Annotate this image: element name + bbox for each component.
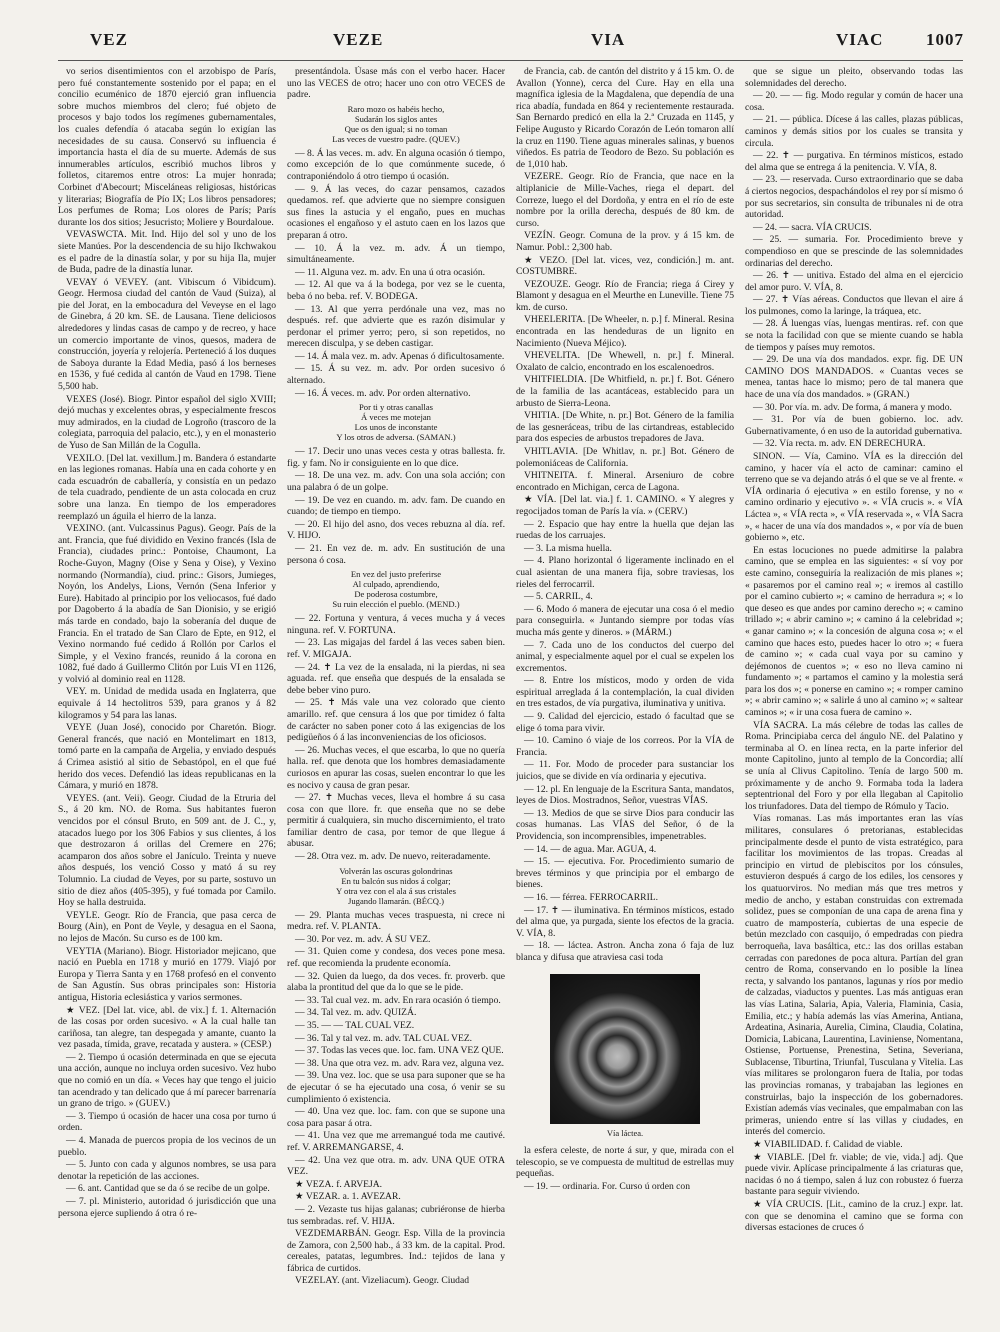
entry-paragraph: ★ VEZA. f. ARVEJA. — [295, 1178, 383, 1190]
entry-paragraph: — 9. Á las veces, do cazar pensamos, cazados quedamos. ref. que advierte que no siempre consiguen sus fines la astucia y el engaño, pues en muchas ocasiones el engañoso y el astuto caen en los lazos que preparan á otro. — [287, 183, 505, 241]
entry-paragraph: — 4. Plano horizontal ó ligeramente inclinado en el cual asientan de una manera fija, sobre traviesas, los rieles del ferrocarril. — [516, 555, 734, 590]
entry-paragraph: — 7. Cada uno de los conductos del cuerpo del animal, y especialmente aquel por el cual se expelen los excrementos. — [516, 639, 734, 674]
entry-paragraph: — 12. Al que va á la bodega, por vez se le cuenta, beba ó no beba. ref. V. BODEGA. — [287, 279, 505, 302]
entry-paragraph: VHEVELITA. [De Whewell, n. pr.] f. Mineral. Oxalato de calcio, encontrado en los escalenoedros. — [516, 350, 734, 373]
entry-paragraph: — 14. Á mala vez. m. adv. Apenas ó dificultosamente. — [295, 350, 505, 362]
entry-paragraph: — 31. Por vía de buen gobierno. loc. adv. Gubernativamente, ó en uso de la autoridad gubernativa. — [745, 414, 963, 437]
entry-paragraph: ★ VEZAR. a. 1. AVEZAR. — [295, 1191, 401, 1203]
entry-paragraph: — 32. Vía recta. m. adv. EN DERECHURA. — [753, 438, 926, 450]
entry-paragraph: VHITFIELDIA. [De Whitfield, n. pr.] f. Bot. Género de la familia de las acantáceas, establecido para un arbusto de Sierra-Leona. — [516, 374, 734, 409]
verse-quotation — [287, 569, 505, 609]
entry-paragraph: — 24. — sacra. VÍA CRUCIS. — [753, 221, 872, 233]
verse-line: En tu balcón sus nidos á colgar; — [341, 875, 451, 886]
entry-paragraph: VEYE (Juan José), conocido por Charetón. Biogr. General francés, que nació en Montelimart en 1813, tomó parte en la campaña de Argelia, y enviado después á Crimea asistió al sitio de Sebastópol, en el que fué herido dos veces. Defendió las ideas republicanas en la Cámara, y murió en 1878. — [58, 722, 276, 792]
entry-paragraph: la esfera celeste, de norte á sur, y que, mirada con el telescopio, se ve compuesta de multitud de estrellas muy pequeñas. — [516, 1145, 734, 1180]
entry-paragraph: — 30. Por vez. m. adv. Á SU VEZ. — [295, 933, 431, 945]
running-head-center-left: VEZE — [333, 30, 384, 49]
entry-paragraph: — 8. Entre los místicos, modo y orden de vida espiritual arreglada á la contemplación, la cual dividen en tres estados, de vía purgativa, iluminativa y unitiva. — [516, 675, 734, 710]
entry-paragraph: VÍA SACRA. La más célebre de todas las calles de Roma. Principiaba cerca del ángulo NE. del Palatino y terminaba al O. en línea recta, en la parte inferior del monte Capitolino, junto al templo de la Concordia; allí se unía al Clivus Capitolino. Tenía de largo 500 m. próximamente y de ancho 9. Formaba toda la ladera septentrional del Foro y por ella llegaban al Capitolio los triunfadores. Data del tiempo de Rómulo y Tacio. — [745, 719, 963, 812]
entry-paragraph: — 35. — — TAL CUAL VEZ. — [295, 1020, 415, 1031]
entry-paragraph: — 10. Camino ó viaje de los correos. Por la VÍA de Francia. — [516, 735, 734, 758]
entry-paragraph: VHEELERITA. [De Wheeler, n. p.] f. Mineral. Resina encontrada en las hendeduras de un lignito en Nacimiento (Nueva Méjico). — [516, 314, 734, 349]
entry-paragraph: — 42. Una vez que otra. m. adv. UNA QUE OTRA VEZ. — [287, 1154, 505, 1178]
page-header — [58, 30, 963, 56]
verse-line: Las veces de vuestro padre. (QUEV.) — [332, 133, 460, 144]
column-4 — [745, 66, 963, 1316]
running-head-center-right: VIA — [591, 30, 626, 49]
entry-paragraph: — 34. Tal vez. m. adv. QUIZÁ. — [295, 1007, 417, 1019]
verse-line: Sudarán los siglos antes — [354, 113, 438, 124]
entry-paragraph: ★ VÍA. [Del lat. via.] f. 1. CAMINO. « Y alegres y regocijados toman de París la vía. » (CERV.) — [516, 494, 734, 517]
verse-line: De poderosa costumbre, — [354, 589, 438, 600]
entry-paragraph: — 28. Otra vez. m. adv. De nuevo, reiteradamente. — [295, 851, 491, 863]
entry-paragraph: — 29. Planta muchas veces traspuesta, ni crece ni medra. ref. V. PLANTA. — [287, 909, 505, 933]
entry-paragraph: — 27. ✝ Muchas veces, lleva el hombre á su casa cosa con que llore. fr. que enseña que no se debe permitir á cualquiera, sin mucho discernimiento, el trato familiar dentro de casa, por temor de que llegue á abusar. — [287, 792, 505, 850]
entry-paragraph: Vías romanas. Las más importantes eran las vías militares, consulares ó pretorianas, establecidas principalmente desde el punto de vista estratégico, para facilitar los movimientos de las tropas. Creadas al principio en virtud de plebiscitos por los cónsules, estuvieron después á cargo de los ediles, los censores y los quatuorviros. No median más que tres metros y medio de ancho, y estaban construidas con extremada solidez, pues se componían de una capa de arena fina y cuatro de mampostería, cubiertas de una especie de betún mezclado con casquijo, ó empedradas con piedra berroqueña, lava basáltica, etc.: las dos orillas estaban cerradas con paredones de poca altura. Partían del gran centro de Roma, conservando en lo posible la línea recta, y salvando los pantanos, lagunas y ríos por medio de calzadas, viaductos y puentes. Las más antiguas eran las vías Latina, Salaria, Apia, Valeria, Flaminia, Casia, Emilia, etc.; y había además las vías Amerina, Antiana, Ardeatina, Asinaria, Aurelia, Cimina, Claudia, Colatina, Domicia, Labicana, Laurentina, Laviniense, Nomentana, Ostiense, Portuense, Prenestina, Setina, Severiana, Sublacense, Tiburtina, Triunfal, Tusculana y Vitelia. Las vías militares se prolongaron fuera de Italia, por todas las provincias romanas, y trabajaban las legiones en construirlas, bajo la inspección de los gobernadores. Existían además vías vecinales, que empalmaban con las primeras, uniendo entre sí las villas y ciudades, en interés del comercio. — [745, 813, 963, 1138]
page-number: 1007 — [926, 30, 964, 49]
entry-paragraph: — 31. Quien come y condesa, dos veces pone mesa. ref. que recomienda la prudente economía. — [287, 946, 505, 970]
verse-line: Y los otros de adversa. (SAMAN.) — [336, 432, 456, 443]
entry-paragraph: — 7. pl. Ministerio, autoridad ó jurisdicción que una persona ejerce supliendo á otra ó re- — [58, 1196, 276, 1219]
entry-paragraph: vo serios disentimientos con el arzobispo de París, pero fué constantemente sostenido por el papa; en el concilio ecuménico de 1870 ejerció gran influencia sobre muchos miembros del clero; fué objeto de procesos y bajo todos los regímenes gubernamentales, los cuales defendía ó atacaba según lo exigían las necesidades de su causa. Conservó su influencia é importancia hasta el día de su muerte. Además de sus innumerables artículos, escribió muchos libros y folletos, citaremos entre otros: La mujer honrada; Corbinet d'Abecourt; Misceláneas religiosas, históricas y literarias; Biografía de Pío IX; Los libros pensadores; Los perfumes de Roma; Los olores de París; París durante los dos sitios; Jesucristo; Moliere y Bourdaloue. — [58, 66, 276, 228]
entry-paragraph: — 12. pl. En lenguaje de la Escritura Santa, mandatos, leyes de Dios. Mostradnos, Señor, vuestras VÍAS. — [516, 783, 734, 807]
entry-paragraph: — 5. CARRIL, 4. — [524, 591, 593, 603]
verse-line: Jugando llamarán. (BÉCQ.) — [348, 895, 444, 906]
entry-paragraph: — 11. Alguna vez. m. adv. En una ú otra ocasión. — [295, 266, 486, 278]
entry-paragraph: — 17. ✝ — iluminativa. En términos místicos, estado del alma que, ya purgada, siente los efectos de la gracia. V. VÍA, 8. — [516, 904, 734, 939]
entry-paragraph: — 3. La misma huella. — [524, 542, 612, 554]
column-3 — [516, 66, 734, 1316]
entry-paragraph: ★ VIABILIDAD. f. Calidad de viable. — [753, 1139, 903, 1151]
entry-paragraph: — 21. En vez de. m. adv. En sustitución de una persona ó cosa. — [287, 543, 505, 566]
verse-line: Á veces me motejan — [361, 412, 431, 423]
column-2 — [287, 66, 505, 1316]
entry-paragraph: — 24. ✝ La vez de la ensalada, ni la pierdas, ni sea aguada. ref. que enseña que después de la ensalada se debe beber vino puro. — [287, 661, 505, 696]
entry-paragraph: VEVAY ó VEVEY. (ant. Vibiscum ó Vibidcum). Geogr. Hermosa ciudad del cantón de Vaud (Suiza), al pie del Jorat, en la embocadura del Veveyse en el lago de Ginebra, á 20 km. SE. de Lausana. Tiene deliciosos alrededores y lindas casas de campo y de recreo, y hace un comercio importante de vinos, quesos, madera de construcción, joyería y relojería. Perteneció á los duques de Saboya durante la Edad Media, pasó á los berneses en 1536, y fué cedida al cantón de Vaud en 1798. Tiene 5,500 hab. — [58, 276, 276, 393]
entry-paragraph: VEZOUZE. Geogr. Río de Francia; riega á Cirey y Blamont y desagua en el Meurthe en Luneville. Tiene 75 km. de curso. — [516, 278, 734, 313]
entry-paragraph: VEZERE. Geogr. Río de Francia, que nace en la altiplanicie de Mille-Vaches, riega el depart. del Correze, luego el del Dordoña, y entra en el río de este nombre por la orilla derecha, después de 80 km. de curso. — [516, 171, 734, 229]
figure-caption: Vía láctea. — [606, 1127, 644, 1138]
entry-paragraph: — 13. Medios de que se sirve Dios para conducir las cosas humanas. Las VÍAS del Señor, ó de la Providencia, son incomprensibles, impenetrables. — [516, 807, 734, 842]
entry-paragraph: VEXILO. [Del lat. vexillum.] m. Bandera ó estandarte en las legiones romanas. Había una en cada cohorte y en cada escuadrón de caballería, y consistía en un pedazo de tela cuadrado, pendiente de un asta colocada en cruz sobre una lanza. En tiempo de los emperadores reemplazó un águila el hierro de la lanza. — [58, 452, 276, 522]
entry-paragraph: — 9. Calidad del ejercicio, estado ó facultad que se elige ó toma para vivir. — [516, 711, 734, 734]
entry-paragraph: — 26. ✝ — unitiva. Estado del alma en el ejercicio del amor puro. V. VÍA, 8. — [745, 270, 963, 293]
entry-paragraph: VEZELAY. (ant. Vizeliacum). Geogr. Ciudad — [295, 1275, 470, 1287]
entry-paragraph: ★ VÍA CRUCIS. [Lit., camino de la cruz.] expr. lat. con que se denomina el camino que se forma con diversas estaciones de cruces ó — [745, 1199, 963, 1234]
entry-paragraph: VHITLAVIA. [De Whitlav, n. pr.] Bot. Género de polemoniáceas de California. — [516, 446, 734, 469]
entry-paragraph: — 30. Por vía. m. adv. De forma, á manera y modo. — [753, 401, 952, 413]
entry-paragraph: ★ VIABLE. [Del fr. viable; de vie, vida.] adj. Que puede vivir. Aplícase principalmente á las criaturas que, nacidas ó no á tiempo, salen á luz con robustez ó fuerza bastante para seguir viviendo. — [745, 1151, 963, 1198]
entry-paragraph: — 18. — láctea. Astron. Ancha zona ó faja de luz blanca y difusa que atraviesa casi toda — [516, 940, 734, 963]
entry-paragraph: — 13. Al que yerra perdónale una vez, mas no después. ref. que advierte que es razón disimular y perdonar el primer yerro; pero, si son repetidos, no merecen disculpa, y se deben castigar. — [287, 303, 505, 350]
entry-paragraph: — 38. Una que otra vez. m. adv. Rara vez, alguna vez. — [295, 1057, 505, 1069]
verse-line: Por ti y otras canallas — [359, 402, 433, 413]
running-head-right: VIAC — [836, 30, 884, 49]
entry-paragraph: — 20. El hijo del asno, dos veces rebuzna al día. ref. V. HIJO. — [287, 518, 505, 542]
entry-paragraph: — 23. — reservada. Curso extraordinario que se daba á ciertos negocios, despachándolos el rey por sí mismo ó por sus secretarios, sin consulta de tribunales ni de otra autoridad. — [745, 174, 963, 221]
verse-quotation — [287, 402, 505, 442]
entry-paragraph: ★ VEZ. [Del lat. vice, abl. de vix.] f. 1. Alternación de las cosas por orden sucesivo. « A la cual halle tan cariñosa, tan alegre, tan despegada y amante, cuanto la vez pasada, tímida, grave, recatada y austera. » (CESP.) — [58, 1004, 276, 1051]
entry-paragraph: — 16. — férrea. FERROCARRIL. — [524, 891, 659, 903]
entry-paragraph: — 26. Muchas veces, el que escarba, lo que no quería halla. ref. que denota que los hombres demasiadamente curiosos en apurar las cosas, suelen encontrar lo que les es nocivo y causa de gran pesar. — [287, 744, 505, 791]
entry-paragraph: En estas locuciones no puede admitirse la palabra camino, que se emplea en las siguientes: « sí voy por este camino, conseguiría la realización de mis planes »; « pasaremos por el camino real »; « iremos al castillo por el camino cubierto »; « camino de herradura »; « lo que deseo es que andes por camino derecho »; « camino trillado »; « abrir camino »; « camino á la celebridad »; « ganar camino »; « la concesión de alguna cosa »; « el camino que haces esto, puedes hacer lo otro »; « fuera de camino »; « cada cual vaya por su camino y dejémonos de cuentos »; « eso no lleva camino ni fundamento »; « partamos el camino y la molestia será para los dos »; « ponerse en camino »; « romper camino »; « abrir camino »; « salirle á uno al camino »; « saltear caminos »; « ir una cosa fuera de camino ». — [745, 544, 963, 719]
entry-paragraph: — 6. ant. Cantidad que se da ó se recibe de un golpe. — [66, 1183, 270, 1195]
entry-paragraph: VEXES (José). Biogr. Pintor español del siglo XVIII; dejó muchas y excelentes obras, y especialmente frescos muy admirados, en la ciudad de Logroño (trascoro de la colegiata, parroquia del palacio, etc.), y en el monasterio de Yuso de San Millán de la Cogulla. — [58, 393, 276, 451]
entry-paragraph: — 36. Tal y tal vez. m. adv. TAL CUAL VEZ. — [295, 1032, 473, 1044]
entry-paragraph: — 25. — sumaria. For. Procedimiento breve y compendioso en que se prescinde de las solemnidades ordinarias del derecho. — [745, 234, 963, 269]
entry-paragraph: — 25. ✝ Más vale una vez colorado que ciento amarillo. ref. que censura á los que por timidez ó falta de carácter no saben poner coto á las exigencias de los pedigüeños ó á las inconveniencias de los oficiosos. — [287, 697, 505, 744]
entry-paragraph: ★ VEZO. [Del lat. vices, vez, condición.] m. ant. COSTUMBRE. — [516, 254, 734, 278]
entry-paragraph: — 28. Á luengas vías, luengas mentiras. ref. con que se nota la facilidad con que se miente cuando se habla de tiempos y países muy remotos. — [745, 318, 963, 353]
verse-quotation — [287, 104, 505, 144]
entry-paragraph: VEZÍN. Geogr. Comuna de la prov. y á 15 km. de Namur. Pobl.: 2,300 hab. — [516, 230, 734, 253]
header-rule — [58, 60, 963, 61]
verse-line: Su ruin elección el pueblo. (MEND.) — [332, 599, 460, 610]
entry-paragraph: de Francia, cab. de cantón del distrito y á 15 km. O. de Avallon (Yonne), cerca del Cure. Hay en ella una magnífica iglesia de la Magdalena, que dependía de una rica abadía, fundada en 864 y recientemente restaurada. San Bernardo predicó en ella la 2.ª Cruzada en 1145, y Felipe Augusto y Ricardo Corazón de León tomaron allí la cruz en 1190. Tiene aguas minerales salinas, y buenos viñedos. Es patria de Teodoro de Bezo. Su población es de 1,010 hab. — [516, 66, 734, 170]
verse-line: Y otra vez con el ala á sus cristales — [336, 885, 456, 896]
dictionary-columns — [58, 66, 963, 1316]
entry-paragraph: — 39. Una vez. loc. que se usa para suponer que se ha de ejecutar ó se ha ejecutado una cosa, ó venir se su cumplimiento ó existencia. — [287, 1070, 505, 1105]
entry-paragraph: — 2. Tiempo ú ocasión determinada en que se ejecuta una acción, aunque no incluya orden sucesivo. Vez hubo que no comió en un día. « Veces hay que tengo el juicio tan acendrado y tan delicado que á mí parecer barrenaría un grano de trigo. » (GUEV.) — [58, 1051, 276, 1110]
entry-paragraph: VHITNEITA. f. Mineral. Arseniuro de cobre encontrado en Michigan, cerca de Lagona. — [516, 470, 734, 493]
verse-line: Al culpado, aprendiendo, — [352, 579, 440, 590]
entry-paragraph: — 2. Espacio que hay entre la huella que dejan las ruedas de los carruajes. — [516, 518, 734, 542]
verse-line: Que os den igual; si no toman — [344, 123, 448, 134]
entry-paragraph: que se sigue un pleito, observando todas las solemnidades del derecho. — [745, 66, 963, 89]
entry-paragraph: — 21. — pública. Dícese á las calles, plazas públicas, caminos y demás sitios por los cuales se transita y circula. — [745, 114, 963, 149]
entry-paragraph: — 41. Una vez que me arremangué toda me cautivé. ref. V. ARREMANGARSE, 4. — [287, 1130, 505, 1153]
milky-way-photo — [550, 974, 700, 1124]
entry-paragraph: — 23. Las migajas del fardel á las veces saben bien. ref. V. MIGAJA. — [287, 637, 505, 660]
entry-paragraph: presentándola. Úsase más con el verbo hacer. Hacer uno las VECES de otro; hacer uno con otro VECES de padre. — [287, 66, 505, 101]
entry-paragraph: SINON. — Vía, Camino. VÍA es la dirección del camino, y hacer vía el acto de caminar: camino el terreno que se va dejando atrás ó el que se ve al frente. « VÍA ordinaria ó ejecutiva » en estilo forense, y no « camino ordinario y ejecutivo ». « VÍA crucis ». « VÍA Láctea », « VÍA recta », « VÍA reservada », « VÍA Sacra », « hacer de una vía dos mandados », « por vía de buen gobierno », etc. — [745, 451, 963, 544]
entry-paragraph: — 15. — ejecutiva. For. Procedimiento sumario de breves términos y que principia por el embargo de bienes. — [516, 856, 734, 891]
entry-paragraph: — 29. De una vía dos mandados. expr. fig. DE UN CAMINO DOS MANDADOS. « Cuantas veces se menea, tantas hace lo mismo; pero de tal manera que hace de una vía dos mandados. » (GRAN.) — [745, 354, 963, 401]
entry-paragraph: VEYLE. Geogr. Río de Francia, que pasa cerca de Bourg (Ain), en Pont de Veyle, y desagua en el Saona, no lejos de Macón. Su curso es de 100 km. — [58, 909, 276, 944]
verse-quotation — [287, 866, 505, 906]
verse-line: Los unos de inconstante — [354, 422, 438, 433]
running-head-left: VEZ — [90, 30, 128, 49]
column-1 — [58, 66, 276, 1316]
entry-paragraph: — 19. — ordinaria. For. Curso ú orden con — [524, 1180, 691, 1192]
entry-paragraph: VEZDEMARBÁN. Geogr. Esp. Villa de la provincia de Zamora, con 2,500 hab., á 33 km. de la capital. Prod. cereales, patatas, legumbres. Ind.: tejidos de lana y fábrica de curtidos. — [287, 1228, 505, 1274]
verse-line: Volverán las oscuras golondrinas — [339, 865, 453, 876]
entry-paragraph: — 14. — de agua. Mar. AGUA, 4. — [524, 843, 657, 855]
entry-paragraph: VEYES. (ant. Veii). Geogr. Ciudad de la Etruria del S., á 20 km. NO. de Roma. Sus habitantes fueron vencidos por el cónsul Bruto, en 509 ant. de J. C., y, atacados luego por los 306 Fabios y sus clientes, á los que destrozaron á orillas del Cremere en 276; acamparon dos años sobre el Janículo. Treinta y nueve años después, los venció Cosso y mató á su rey Tolumnio. La ciudad de Veyes, por su parte, sostuvo un sitio de diez años (405-395), y fué tomada por Camilo. Hoy se halla destruida. — [58, 792, 276, 909]
entry-paragraph: — 19. De vez en cuando. m. adv. fam. De cuando en cuando; de tiempo en tiempo. — [287, 494, 505, 518]
entry-paragraph: VEXINO. (ant. Vulcassinus Pagus). Geogr. País de la ant. Francia, que fué dividido en Vexino francés (Isla de Francia), ciudades princ.: Pontoise, Chaumont, La Roche-Guyon, Magny (Oise y Sena y Oise), y Vexino normando (Normandía), ciud. princ.: Gisors, Jumieges, Noyón, los Andelys, Lions, Vernón (Sena Inferior y Eure). Habitado al principio por los veliocasos, fué dado por Dagoberto á la abadía de San Dionisio, y se erigió más tarde en condado, bajo la soberanía del duque de Francia. En el tratado de San Claro de Epte, en 912, el Vexino normando fué cedido á Rollón por Carlos el Simple, y el Vexino francés, reunido á la corona en 1082, fué dado á Guillermo Clitón por Luis VI en 1126, y volvió al dominio real en 1128. — [58, 523, 276, 685]
entry-paragraph: — 16. Á veces. m. adv. Por orden alternativo. — [295, 387, 471, 399]
entry-paragraph: — 17. Decir uno unas veces cesta y otras ballesta. fr. fig. y fam. No ir consiguiente en lo que dice. — [287, 446, 505, 469]
entry-paragraph: VEYTIA (Mariano). Biogr. Historiador mejicano, que nació en Puebla en 1718 y murió en 1779. Viajó por Europa y Tierra Santa y en 1768 profesó en el convento de San Agustín. Sus obras principales son: Historia antigua, Historia eclesiástica y varios sermones. — [58, 945, 276, 1003]
entry-paragraph: — 6. Modo ó manera de ejecutar una cosa ó el medio para conseguirla. « Juntando siempre por todas vías mucha más gente y dineros. » (MÁRM.) — [516, 603, 734, 638]
entry-paragraph: — 5. Junto con cada y algunos nombres, se usa para denotar la repetición de las acciones. — [58, 1159, 276, 1182]
entry-paragraph: — 11. For. Modo de proceder para sustanciar los juicios, que se divide en vía ordinaria y ejecutiva. — [516, 759, 734, 783]
entry-paragraph: VEVASWCTA. Mit. Ind. Hijo del sol y uno de los siete Manúes. Por la descendencia de su hijo Ikchwakou es el padre de la dinastía solar, y por su hija Ila, mujer de Buda, padre de la dinastía lunar. — [58, 229, 276, 276]
entry-paragraph: VHITIA. [De White, n. pr.] Bot. Género de la familia de las gesneráceas, tribu de las cirtandreas, establecido para dos especies de arbustos trepadores de Java. — [516, 410, 734, 445]
verse-line: En vez del justo preferirse — [350, 569, 442, 580]
entry-paragraph: — 3. Tiempo ú ocasión de hacer una cosa por turno ú orden. — [58, 1110, 276, 1134]
entry-paragraph: — 22. Fortuna y ventura, á veces mucha y á veces ninguna. ref. V. FORTUNA. — [287, 613, 505, 636]
entry-paragraph: — 8. Á las veces. m. adv. En alguna ocasión ó tiempo, como excepción de lo que comúnmente sucede, ó contraponiéndolo á otro tiempo ú ocasión. — [287, 147, 505, 182]
entry-paragraph: VEY. m. Unidad de medida usada en Inglaterra, que equivale á 14 hectolitros 539, para granos y á 82 kilogramos y 54 para las lanas. — [58, 686, 276, 721]
entry-paragraph: — 4. Manada de puercos propia de los vecinos de un pueblo. — [58, 1135, 276, 1158]
entry-paragraph: — 10. Á la vez. m. adv. Á un tiempo, simultáneamente. — [287, 242, 505, 266]
entry-paragraph: — 15. Á su vez. m. adv. Por orden sucesivo ó alternado. — [287, 363, 505, 387]
entry-paragraph: — 32. Quien da luego, da dos veces. fr. proverb. que alaba la prontitud del que da lo que se le pide. — [287, 970, 505, 994]
entry-paragraph: — 2. Vezaste tus hijas galanas; cubriéronse de hierba tus sembradas. ref. V. HIJA. — [287, 1203, 505, 1227]
entry-paragraph: — 22. ✝ — purgativa. En términos místicos, estado del alma que se entrega á la penitencia. V. VÍA, 8. — [745, 150, 963, 173]
entry-paragraph: — 20. — — fig. Modo regular y común de hacer una cosa. — [745, 90, 963, 113]
verse-line: Raro mozo os habéis hecho, — [347, 103, 445, 114]
entry-paragraph: — 18. De una vez. m. adv. Con una sola acción; con una palabra ó de un golpe. — [287, 470, 505, 494]
entry-paragraph: — 37. Todas las veces que. loc. fam. UNA VEZ QUE. — [295, 1045, 504, 1057]
entry-paragraph: — 40. Una vez que. loc. fam. con que se supone una cosa para pasar á otra. — [287, 1106, 505, 1129]
entry-paragraph: — 27. ✝ Vías aéreas. Conductos que llevan el aire á los pulmones, como la laringe, la tráquea, etc. — [745, 294, 963, 317]
entry-paragraph: — 33. Tal cual vez. m. adv. En rara ocasión ó tiempo. — [295, 994, 501, 1006]
